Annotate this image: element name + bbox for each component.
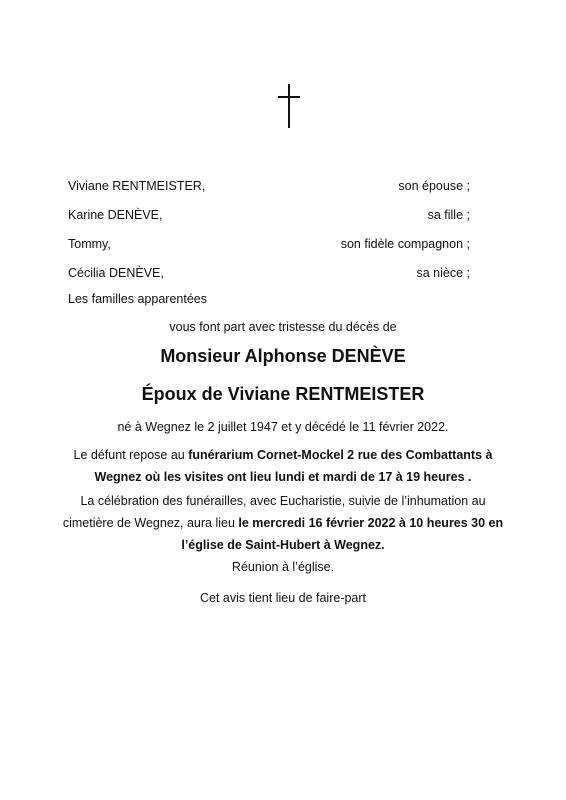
funeral-line2-prefix: cimetière de Wegnez, aura lieu xyxy=(62,516,239,530)
family-row xyxy=(68,205,470,234)
rest-prefix: Le défunt repose au xyxy=(73,448,189,462)
intro-text: vous font part avec tristesse du décès de xyxy=(169,320,397,334)
funeral-line1: La célébration des funérailles, avec Eucharistie, suivie de l’inhumation au xyxy=(80,494,486,508)
rest-bold-line1: funérarium Cornet-Mockel 2 rue des Combattants à xyxy=(188,448,493,462)
family-member-name: Karine DENÈVE, xyxy=(68,208,163,222)
family-row xyxy=(68,263,470,292)
reunion-line: Réunion à l’église. xyxy=(231,560,335,574)
family-member-relation: sa fille ; xyxy=(427,208,470,222)
family-member-name: Cécilia DENÈVE, xyxy=(68,266,164,280)
birth-death-line: né à Wegnez le 2 juillet 1947 et y décédé le 11 février 2022. xyxy=(117,420,449,434)
deceased-name: Monsieur Alphonse DENÈVE xyxy=(160,346,406,366)
family-member-relation: son épouse ; xyxy=(398,179,470,193)
funeral-paragraph xyxy=(40,490,526,556)
funeral-line2-bold: le mercredi 16 février 2022 à 10 heures 30 en xyxy=(238,516,504,530)
family-member-name: Tommy, xyxy=(68,237,111,251)
funeral-line3-bold: l’église de Saint-Hubert à Wegnez. xyxy=(181,538,385,552)
avis-line: Cet avis tient lieu de faire-part xyxy=(199,591,367,605)
rest-bold-line2: Wegnez où les visites ont lieu lundi et mardi de 17 à 19 heures . xyxy=(94,470,472,484)
families-line: Les familles apparentées xyxy=(68,292,207,306)
family-member-relation: sa nièce ; xyxy=(416,266,470,280)
family-member-name: Viviane RENTMEISTER, xyxy=(68,179,206,193)
family-row xyxy=(68,176,470,205)
cross-icon xyxy=(278,84,300,128)
family-member-relation: son fidèle compagnon ; xyxy=(340,237,470,251)
spouse-line: Époux de Viviane RENTMEISTER xyxy=(141,384,425,404)
rest-paragraph xyxy=(40,444,526,488)
family-row xyxy=(68,234,470,263)
family-list xyxy=(68,176,470,292)
